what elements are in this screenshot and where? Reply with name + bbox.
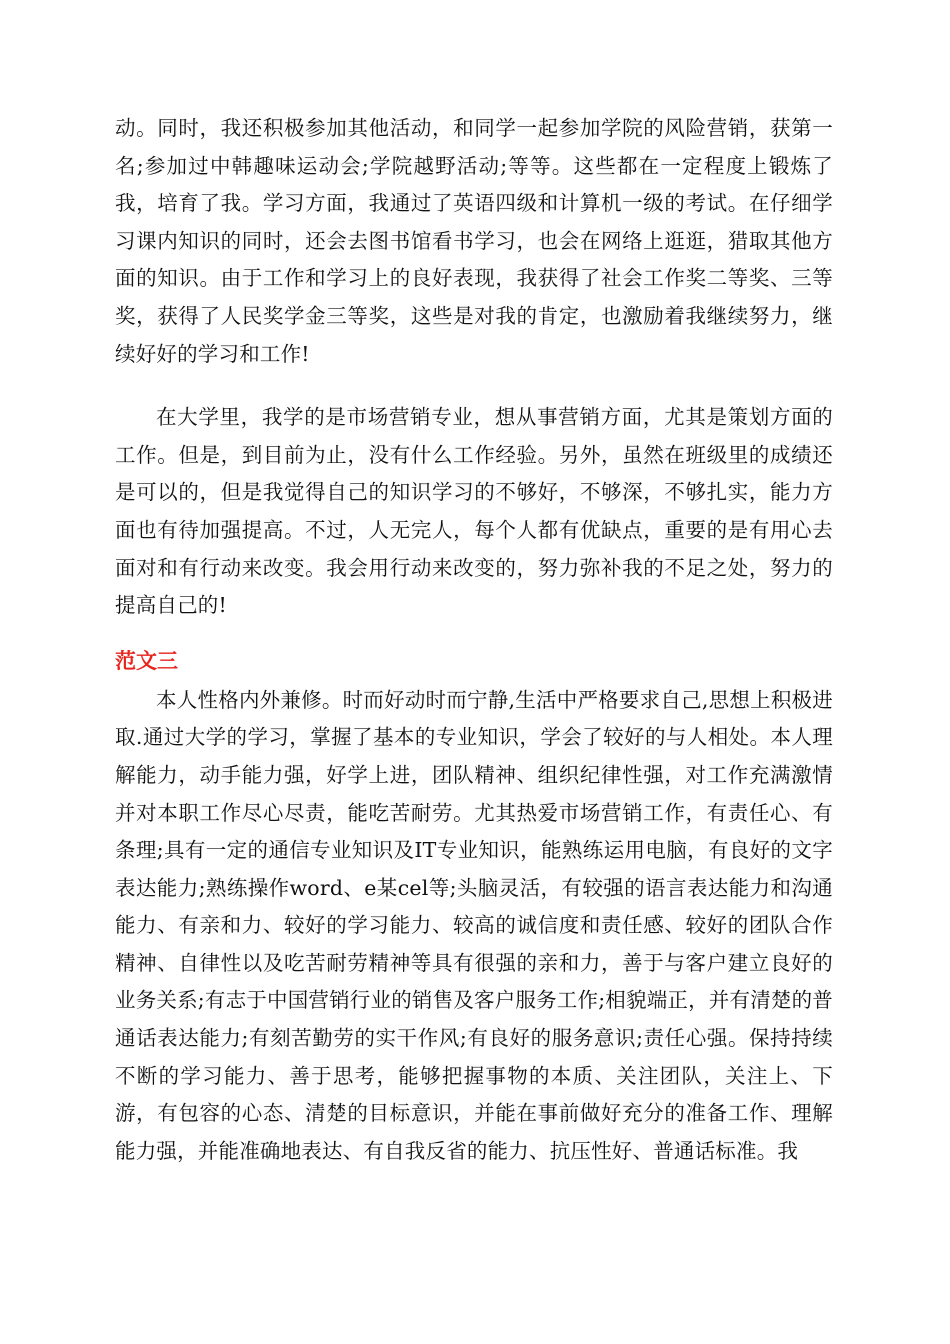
section-title: 范文三: [115, 648, 178, 673]
paragraph-gap: [115, 373, 833, 399]
paragraph-second: 在大学里，我学的是市场营销专业，想从事营销方面，尤其是策划方面的工作。但是，到目前为止，没有什么工作经验。另外，虽然在班级里的成绩还是可以的，但是我觉得自己的知识学习的不够好，不够深，不够扎实，能力方面也有待加强提高。不过，人无完人，每个人都有优缺点，重要的是有用心去面对和有行动来改变。我会用行动来改变的，努力弥补我的不足之处，努力的提高自己的!: [115, 405, 833, 618]
document-page: [115, 110, 833, 1170]
paragraph-third: 本人性格内外兼修。时而好动时而宁静,生活中严格要求自己,思想上积极进取.通过大学的学习，掌握了基本的专业知识，学会了较好的与人相处。本人理解能力，动手能力强，好学上进，团队精神、组织纪律性强，对工作充满激情并对本职工作尽心尽责，能吃苦耐劳。尤其热爱市场营销工作，有责任心、有条理;具有一定的通信专业知识及IT专业知识，能熟练运用电脑，有良好的文字表达能力;熟练操作word、e某cel等;头脑灵活，有较强的语言表达能力和沟通能力、有亲和力、较好的学习能力、较高的诚信度和责任感、较好的团队合作精神、自律性以及吃苦耐劳精神等具有很强的亲和力，善于与客户建立良好的业务关系;有志于中国营销行业的销售及客户服务工作;相貌端正，并有清楚的普通话表达能力;有刻苦勤劳的实干作风;有良好的服务意识;责任心强。保持持续不断的学习能力、善于思考，能够把握事物的本质、关注团队，关注上、下游，有包容的心态、清楚的目标意识，并能在事前做好充分的准备工作、理解能力强，并能准确地表达、有自我反省的能力、抗压性好、普通话标准。我: [115, 687, 834, 1163]
paragraph-continued: 动。同时，我还积极参加其他活动，和同学一起参加学院的风险营销，获第一名;参加过中韩趣味运动会;学院越野活动;等等。这些都在一定程度上锻炼了我，培育了我。学习方面，我通过了英语四级和计算机一级的考试。在仔细学习课内知识的同时，还会去图书馆看书学习，也会在网络上逛逛，猎取其他方面的知识。由于工作和学习上的良好表现，我获得了社会工作奖二等奖、三等奖，获得了人民奖学金三等奖，这些是对我的肯定，也激励着我继续努力，继续好好的学习和工作!: [115, 116, 833, 366]
